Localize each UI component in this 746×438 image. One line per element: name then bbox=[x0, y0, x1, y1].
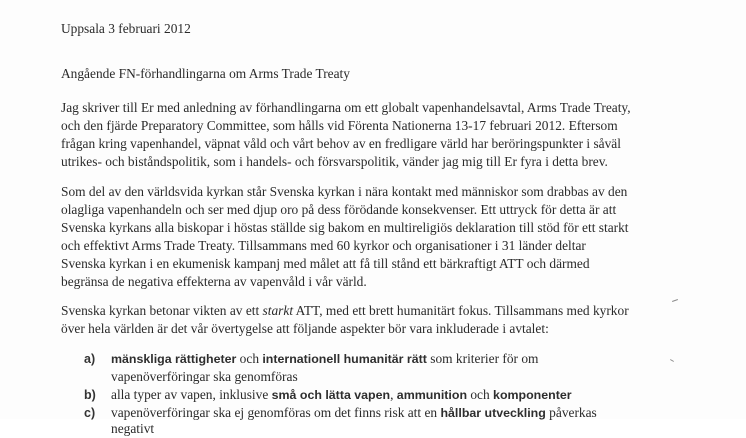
text-run: och bbox=[236, 351, 263, 366]
letter-date: Uppsala 3 februari 2012 bbox=[61, 21, 191, 36]
text-run: vapenöverföringar ska ej genomföras om det finns risk att en bbox=[111, 405, 441, 420]
paragraph-line: Jag skriver till Er med anledning av förhandlingarna om ett globalt vapenhandelsavtal, Arms Trade Treaty, bbox=[61, 100, 631, 115]
bold-term: komponenter bbox=[493, 388, 572, 402]
scan-speck bbox=[672, 299, 678, 302]
paragraph-line: begränsa de negativa effekterna av vapenvåld i vår värld. bbox=[61, 274, 367, 289]
text-run: påverkas bbox=[545, 405, 597, 420]
list-marker: a) bbox=[84, 352, 96, 366]
paragraph-line: utrikes- och biståndspolitik, som i handels- och försvarspolitik, vänder jag mig till Er fyra i detta brev. bbox=[61, 154, 608, 169]
text-run: ATT, med ett brett humanitärt fokus. Tillsammans med kyrkor bbox=[293, 303, 629, 318]
paragraph-line: Som del av den världsvida kyrkan står Svenska kyrkan i nära kontakt med människor som drabbas av den bbox=[61, 184, 628, 199]
text-run: alla typer av vapen, inklusive bbox=[111, 387, 272, 402]
text-run: , bbox=[390, 387, 397, 402]
list-item-text bbox=[111, 386, 572, 404]
letter-subject: Angående FN-förhandlingarna om Arms Trade Treaty bbox=[61, 66, 350, 81]
text-run: Svenska kyrkan betonar vikten av ett bbox=[61, 303, 263, 318]
paragraph-line: olagliga vapenhandeln och ser med djup oro på dess förödande konsekvenser. Ett uttryck för detta är att bbox=[61, 202, 617, 217]
bold-term: internationell humanitär rätt bbox=[262, 352, 427, 366]
list-item-continuation: negativt bbox=[111, 421, 155, 436]
paragraph-line: Svenska kyrkans alla biskopar i höstas ställde sig bakom en multireligiös deklaration till stöd för ett starkt bbox=[61, 220, 629, 235]
list-marker: b) bbox=[84, 388, 96, 402]
bold-term: små och lätta vapen bbox=[271, 388, 391, 402]
bold-term: mänskliga rättigheter bbox=[111, 352, 237, 366]
list-item-continuation: vapenöverföringar ska genomföras bbox=[111, 369, 298, 384]
paragraph-line: frågan kring vapenhandel, väpnat våld och vårt behov av en fredligare värld har beröringspunkter i såväl bbox=[61, 136, 621, 151]
text-run: som kriterier för om bbox=[426, 351, 539, 366]
emphasis-starkt: starkt bbox=[262, 303, 294, 318]
scan-speck bbox=[670, 359, 674, 362]
bold-term: ammunition bbox=[396, 388, 468, 402]
paragraph-line: Svenska kyrkan i en ekumenisk kampanj med målet att få till stånd ett bärkraftigt ATT och därmed bbox=[61, 256, 590, 271]
list-item-text bbox=[111, 404, 597, 422]
paragraph-line: över hela världen är det vår övertygelse att följande aspekter bör vara inkluderade i avtalet: bbox=[61, 321, 549, 336]
paragraph-line: och den fjärde Preparatory Committee, som hålls vid Förenta Nationerna 13-17 februari 2012. Eftersom bbox=[61, 118, 618, 133]
paragraph-line bbox=[61, 302, 629, 320]
paragraph-line: och effektivt Arms Trade Treaty. Tillsammans med 60 kyrkor och organisationer i 31 länder deltar bbox=[61, 238, 586, 253]
list-marker: c) bbox=[84, 406, 96, 420]
bold-term: hållbar utveckling bbox=[440, 406, 546, 420]
text-run: och bbox=[467, 387, 494, 402]
list-item-text bbox=[111, 350, 538, 368]
